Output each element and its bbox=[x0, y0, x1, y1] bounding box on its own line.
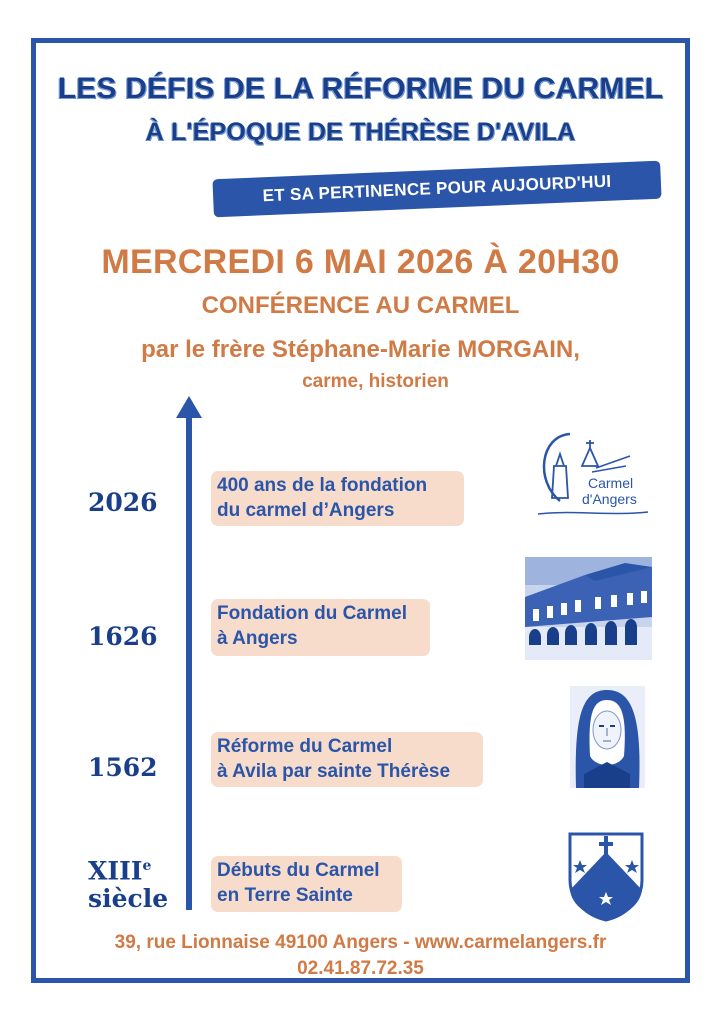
svg-text:d'Angers: d'Angers bbox=[582, 491, 637, 507]
cloister-photo bbox=[525, 557, 652, 660]
event-line-2: à Angers bbox=[217, 628, 298, 649]
event-line-1: Fondation du Carmel bbox=[217, 603, 407, 624]
timeline-year-2026: 2026 bbox=[88, 488, 158, 517]
timeline-event-2026 bbox=[211, 471, 464, 526]
timeline-year-1562: 1562 bbox=[88, 753, 158, 782]
timeline-arrow bbox=[176, 396, 202, 910]
event-line-2: à Avila par sainte Thérèse bbox=[217, 761, 451, 782]
event-line-2: du carmel d’Angers bbox=[217, 500, 395, 521]
carmel-shield bbox=[566, 830, 646, 922]
subtitle-banner: ET SA PERTINENCE POUR AUJOURD'HUI bbox=[212, 161, 661, 218]
timeline-year-xiii: XIIIe siècle bbox=[88, 856, 169, 914]
event-line-1: 400 ans de la fondation bbox=[217, 475, 428, 496]
event-line-1: Réforme du Carmel bbox=[217, 736, 393, 757]
svg-text:Carmel: Carmel bbox=[588, 475, 634, 491]
timeline-event-1562 bbox=[211, 732, 483, 787]
timeline-event-xiii bbox=[211, 856, 402, 912]
timeline-event-1626 bbox=[211, 599, 430, 656]
event-speaker: par le frère Stéphane-Marie MORGAIN, bbox=[141, 336, 580, 363]
title-line-1: LES DÉFIS DE LA RÉFORME DU CARMEL bbox=[57, 72, 664, 105]
therese-portrait bbox=[570, 686, 645, 788]
title-line-2: À L'ÉPOQUE DE THÉRÈSE D'AVILA bbox=[145, 118, 576, 146]
speaker-role: carme, historien bbox=[302, 371, 449, 392]
event-line-2: en Terre Sainte bbox=[217, 885, 353, 906]
event-type: CONFÉRENCE AU CARMEL bbox=[201, 292, 520, 319]
footer-address: 39, rue Lionnaise 49100 Angers - www.carmelangers.fr bbox=[114, 932, 607, 953]
footer-phone: 02.41.87.72.35 bbox=[297, 958, 424, 979]
event-line-1: Débuts du Carmel bbox=[217, 860, 380, 881]
event-date: MERCREDI 6 MAI 2026 À 20H30 bbox=[101, 243, 620, 281]
timeline-year-1626: 1626 bbox=[88, 622, 158, 651]
carmel-angers-logo bbox=[530, 426, 652, 522]
